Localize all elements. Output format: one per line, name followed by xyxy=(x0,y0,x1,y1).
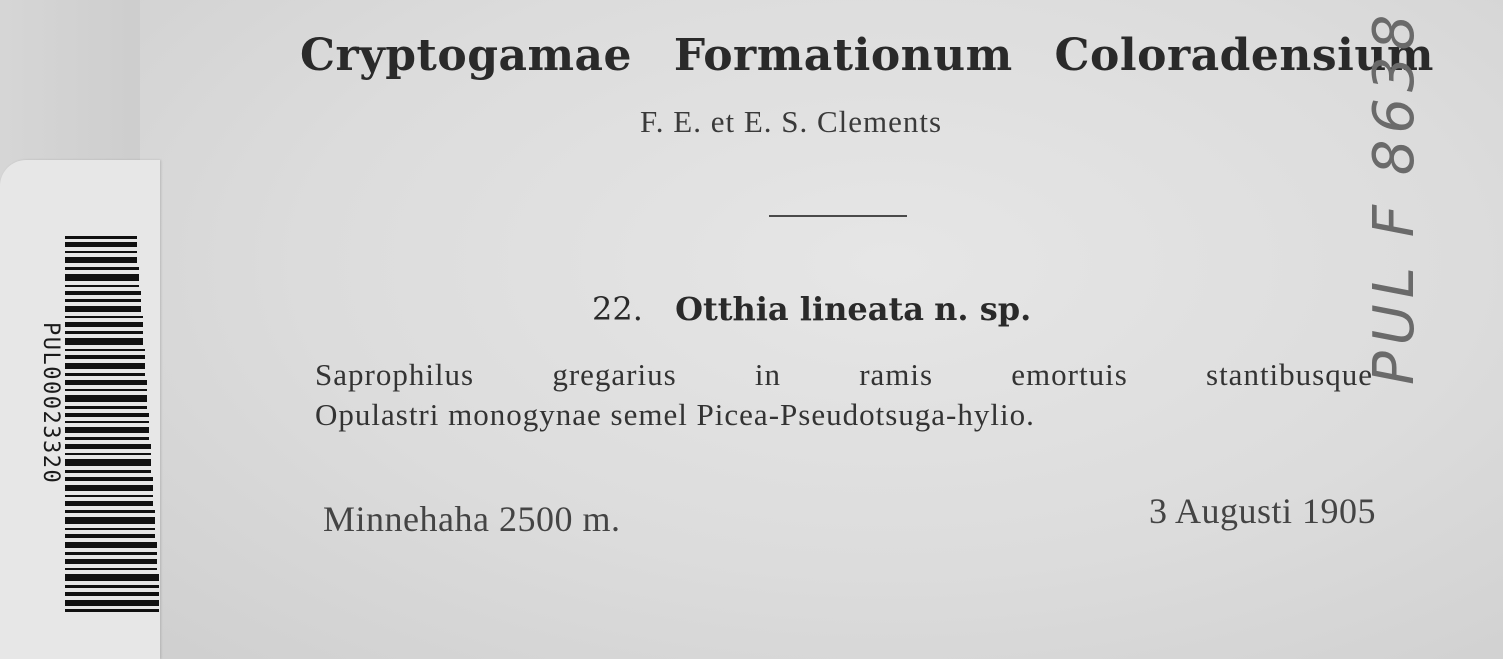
herbarium-label xyxy=(140,0,1503,659)
description-line-2: Opulastri monogynae semel Picea-Pseudotsuga-hylio. xyxy=(315,397,1035,432)
handwritten-annotation: PUL F 8638 xyxy=(1362,8,1427,385)
barcode-number: PUL00023320 xyxy=(38,322,63,485)
species-suffix: n. sp. xyxy=(934,290,1032,328)
collection-date: 3 Augusti 1905 xyxy=(1148,491,1376,531)
label-authors: F. E. et E. S. Clements xyxy=(640,104,943,139)
label-title: Cryptogamae Formationum Coloradensium xyxy=(300,30,1434,81)
species-heading xyxy=(592,290,1031,328)
locality: Minnehaha 2500 m. xyxy=(323,499,621,539)
species-number: 22. xyxy=(592,290,643,328)
description-line-1: Saprophilus gregarius in ramis emortuis stantibusque xyxy=(315,357,1373,392)
barcode-icon xyxy=(60,232,160,614)
species-name: Otthia lineata xyxy=(675,290,924,328)
divider-line xyxy=(769,215,907,217)
